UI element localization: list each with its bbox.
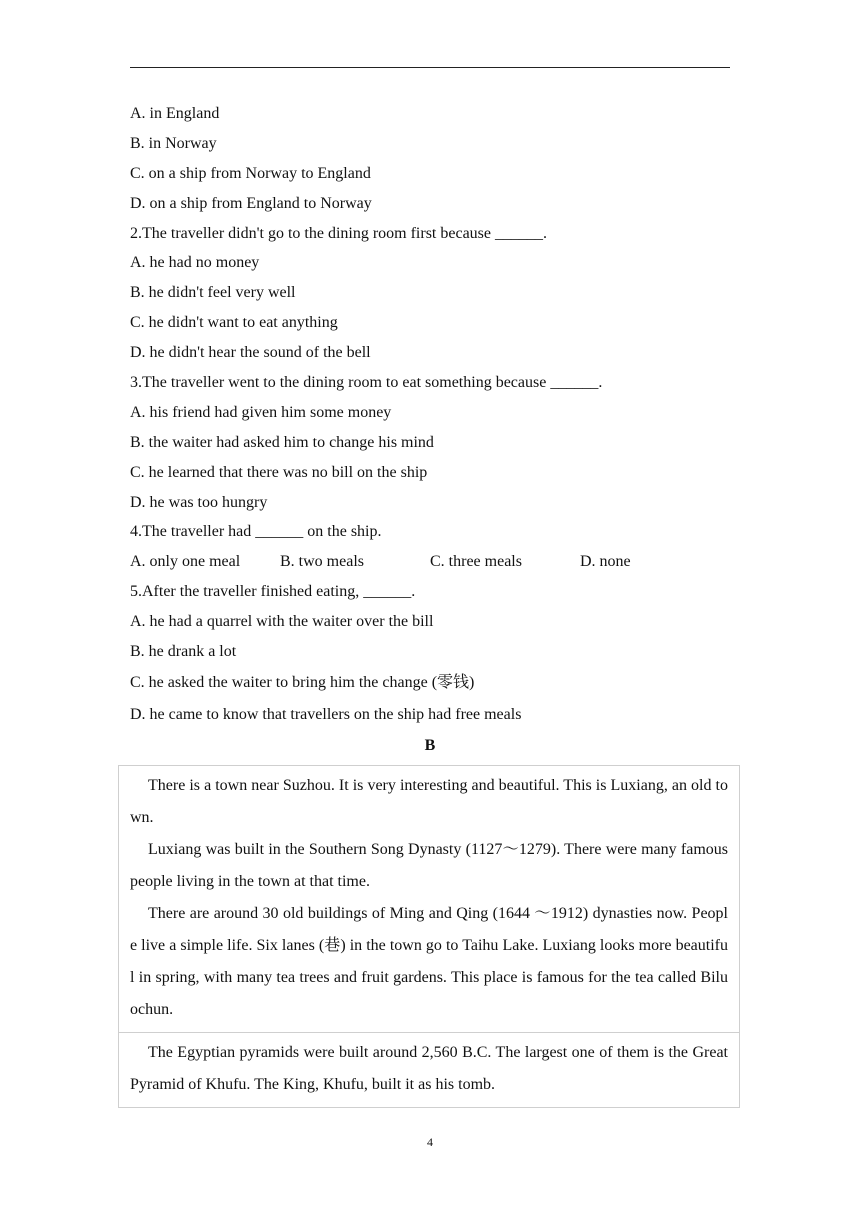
q3-option-a: A. his friend had given him some money xyxy=(130,403,392,421)
q2-stem: 2.The traveller didn't go to the dining room first because ______. xyxy=(130,224,548,242)
question-list xyxy=(130,99,730,731)
q5-stem: 5.After the traveller finished eating, ______. xyxy=(130,583,416,601)
q1-option-b: B. in Norway xyxy=(130,134,217,152)
reading-passage-table xyxy=(118,765,740,1108)
q2-option-a: A. he had no money xyxy=(130,254,260,272)
q5-option-c: C. he asked the waiter to bring him the change (零钱) xyxy=(130,673,475,691)
q4-option-d: D. none xyxy=(580,553,631,571)
header-rule xyxy=(130,67,730,68)
q1-option-a: A. in England xyxy=(130,105,220,122)
q3-option-c: C. he learned that there was no bill on the ship xyxy=(130,463,428,481)
q3-option-d: D. he was too hungry xyxy=(130,493,268,511)
q2-option-d: D. he didn't hear the sound of the bell xyxy=(130,344,371,362)
q5-option-d: D. he came to know that travellers on the ship had free meals xyxy=(130,705,522,723)
q5-option-b: B. he drank a lot xyxy=(130,643,237,661)
luxiang-paragraph-1: There is a town near Suzhou. It is very interesting and beautiful. This is Luxiang, an old town. xyxy=(130,777,728,826)
luxiang-paragraph-3: There are around 30 old buildings of Ming and Qing (1644 ～1912) dynasties now. People live a simple life. Six lanes (巷) in the town go to Taihu Lake. Luxiang looks more beautiful in spring, with many tea trees and fruit gardens. This place is famous for the tea called Biluochun. xyxy=(130,905,728,1018)
q2-option-b: B. he didn't feel very well xyxy=(130,284,296,302)
pyramids-paragraph-1: The Egyptian pyramids were built around 2,560 B.C. The largest one of them is the Great Pyramid of Khufu. The King, Khufu, built it as his tomb. xyxy=(130,1044,728,1093)
passage-pyramids xyxy=(119,1032,739,1107)
section-b-title: B xyxy=(424,737,436,754)
page-number: 4 xyxy=(427,1135,433,1149)
passage-luxiang xyxy=(119,766,739,1032)
q5-option-a: A. he had a quarrel with the waiter over the bill xyxy=(130,613,434,631)
q1-option-c: C. on a ship from Norway to England xyxy=(130,164,371,182)
q3-stem: 3.The traveller went to the dining room to eat something because ______. xyxy=(130,374,603,392)
q2-option-c: C. he didn't want to eat anything xyxy=(130,314,338,332)
q4-option-c: C. three meals xyxy=(430,553,522,571)
q4-options-row xyxy=(130,547,730,577)
q4-option-a: A. only one meal xyxy=(130,553,241,571)
q4-option-b: B. two meals xyxy=(280,553,364,571)
luxiang-paragraph-2: Luxiang was built in the Southern Song Dynasty (1127～1279). There were many famous people living in the town at that time. xyxy=(130,841,728,890)
q4-stem: 4.The traveller had ______ on the ship. xyxy=(130,523,382,541)
q3-option-b: B. the waiter had asked him to change his mind xyxy=(130,433,434,451)
q1-option-d: D. on a ship from England to Norway xyxy=(130,194,372,212)
